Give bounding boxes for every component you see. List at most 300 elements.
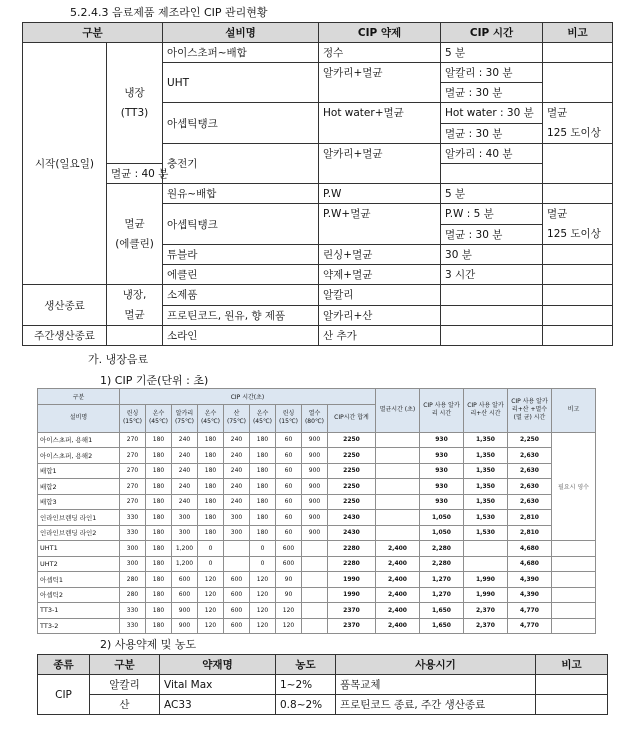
time-value-cell: 180 [146,541,172,557]
time-value-cell: 330 [120,510,146,526]
cip-water-cell: 930 [420,463,464,479]
equip-name-cell: UHT1 [38,541,120,557]
cip-all-cell: 2,810 [508,525,552,541]
time-value-cell: 180 [250,479,276,495]
header-kind: 종류 [38,655,90,675]
cip-water-cell: 1,050 [420,510,464,526]
steril-cell: 2,400 [376,572,420,588]
note-cell [543,265,613,285]
time-value-cell: 180 [146,432,172,448]
note-cell [536,695,608,715]
cip-water-cell: 1,650 [420,603,464,619]
time-value-cell: 900 [302,494,328,510]
sum-cell: 2370 [328,603,376,619]
header-equip-name: 설비명 [38,404,120,432]
cip-standard-body [38,432,596,634]
equip-name-cell: UHT2 [38,556,120,572]
agent-cell: 약제+멸균 [319,265,441,285]
time-value-cell [302,556,328,572]
header-cip-agent: CIP 약제 [319,23,441,43]
cip-acid-cell: 1,350 [464,432,508,448]
steril-cell [376,510,420,526]
time-value-cell: 240 [224,448,250,464]
sub-heading-2: 2) 사용약제 및 농도 [100,638,197,651]
time-value-cell: 900 [302,525,328,541]
note-cell [552,541,596,557]
note-line1: 멸균 [547,107,568,119]
time-value-cell: 60 [276,432,302,448]
time-value-cell: 240 [172,448,198,464]
time-value-cell: 330 [120,525,146,541]
chem-name-cell: Vital Max [160,675,276,695]
table-row [38,541,596,557]
header-gubun: 구분 [38,389,120,405]
cip-acid-cell: 2,370 [464,603,508,619]
steril-cell: 2,400 [376,541,420,557]
agent-cell: Hot water+멸균 [319,103,441,144]
time-value-cell: 120 [250,572,276,588]
note-cell [552,587,596,603]
time-value-cell: 180 [146,572,172,588]
cip-water-cell: 1,270 [420,587,464,603]
table-row [38,603,596,619]
header-note: 비고 [552,389,596,433]
sum-cell: 2250 [328,432,376,448]
note-cell [543,326,613,346]
note-cell [543,245,613,265]
subheader-cell: 산 (75℃) [224,404,250,432]
subheader-cell: 온수 (45℃) [146,404,172,432]
time-value-cell: 120 [276,618,302,634]
table-row [38,695,608,715]
time-value-cell: 600 [224,603,250,619]
time-value-cell: 180 [198,510,224,526]
time-value-cell: 900 [302,510,328,526]
note-cell [543,144,613,184]
time-value-cell: 240 [172,494,198,510]
table-header-row [23,23,613,43]
time-value-cell: 240 [224,479,250,495]
agent-cell: 산 추가 [319,326,441,346]
cip-acid-cell: 1,530 [464,510,508,526]
time-value-cell: 600 [172,587,198,603]
table-row [38,618,596,634]
header-chem-name: 약재명 [160,655,276,675]
time-value-cell: 180 [146,463,172,479]
time-value-cell: 180 [146,510,172,526]
blank-cell [107,326,163,346]
equip-cell: 아이스초퍼~배합 [163,43,319,63]
time-value-cell: 180 [198,494,224,510]
equip-cell: 원유~배합 [163,184,319,204]
time-value-cell: 600 [276,556,302,572]
time-cell [441,305,543,326]
time-value-cell: 180 [146,525,172,541]
header-gubun: 구분 [23,23,163,43]
equip-name-cell: 아셉틱2 [38,587,120,603]
group-steril [107,184,163,285]
time-value-cell: 270 [120,448,146,464]
time-value-cell: 90 [276,587,302,603]
time-value-cell: 300 [172,510,198,526]
steril-cell [376,525,420,541]
time-cell: 5 분 [441,184,543,204]
cip-all-cell: 4,390 [508,572,552,588]
steril-cell [376,494,420,510]
time-value-cell [302,603,328,619]
group-refrig [107,43,163,164]
time-value-cell: 900 [172,618,198,634]
time-value-cell: 60 [276,463,302,479]
agent-cell: P.W+멸균 [319,204,441,245]
time-value-cell: 180 [146,603,172,619]
cip-standard-table [37,388,596,634]
header-when: 사용시기 [336,655,536,675]
time-value-cell: 600 [224,618,250,634]
time-cell: 알칼리 : 30 분 [441,63,543,83]
cip-all-cell: 2,810 [508,510,552,526]
header-cip-acid: CIP 사용 알카리+산 시간 [464,389,508,433]
cip-acid-cell: 1,530 [464,525,508,541]
table-row [38,479,596,495]
kind-cell: CIP [38,675,90,715]
sum-cell: 1990 [328,572,376,588]
note-line2: 125 도이상 [547,228,601,240]
time-value-cell: 600 [276,541,302,557]
time-value-cell [302,587,328,603]
cip-management-table [22,22,613,346]
header-conc: 농도 [276,655,336,675]
table-row [38,525,596,541]
time-value-cell: 180 [250,525,276,541]
time-value-cell: 270 [120,463,146,479]
table-row [38,463,596,479]
sum-cell: 2250 [328,448,376,464]
note-line1: 멸균 [547,208,568,220]
time-value-cell: 120 [198,572,224,588]
time-value-cell: 1,200 [172,556,198,572]
cip-all-cell: 4,680 [508,556,552,572]
time-cell: Hot water : 30 분 [441,103,543,124]
time-value-cell: 180 [250,510,276,526]
time-value-cell: 180 [250,432,276,448]
header-cip-all: CIP 사용 알카리+산 +멸수(멸 균) 시간 [508,389,552,433]
time-value-cell: 180 [250,448,276,464]
header-cip-water: CIP 사용 알카리 시간 [420,389,464,433]
cip-water-cell: 2,280 [420,556,464,572]
time-value-cell: 0 [198,541,224,557]
time-value-cell: 270 [120,432,146,448]
time-value-cell: 300 [224,510,250,526]
time-cell [441,326,543,346]
subheader-cell: 린싱 (15℃) [276,404,302,432]
time-value-cell: 900 [302,448,328,464]
time-value-cell: 330 [120,618,146,634]
time-value-cell: 180 [250,494,276,510]
equip-cell: 소제품 [163,285,319,306]
equip-cell: 프로틴코드, 원유, 향 제품 [163,305,319,326]
time-value-cell: 280 [120,572,146,588]
table-row [38,494,596,510]
chemical-table [37,654,608,715]
table-row [38,587,596,603]
agent-cell: 알칼리 [319,285,441,306]
table-row [23,285,613,306]
steril-cell [376,479,420,495]
equip-name-cell: 인라인브렌딩 라인2 [38,525,120,541]
cip-acid-cell: 2,370 [464,618,508,634]
cip-acid-cell [464,541,508,557]
time-value-cell: 240 [224,494,250,510]
table-row [23,184,613,204]
note-cell [543,103,613,144]
time-value-cell: 180 [198,448,224,464]
agent-cell: 알카리+산 [319,305,441,326]
time-value-cell: 0 [250,556,276,572]
when-cell: 프로틴코드 종료, 주간 생산종료 [336,695,536,715]
time-cell: 5 분 [441,43,543,63]
conc-cell: 1~2% [276,675,336,695]
time-cell: 멸균 : 30 분 [441,83,543,103]
equip-name-cell: 배합2 [38,479,120,495]
group-end-sub-line2: 멸균 [124,309,145,321]
equip-cell: 튜블라 [163,245,319,265]
cip-water-cell: 930 [420,479,464,495]
time-value-cell: 120 [276,603,302,619]
group-week-end: 주간생산종료 [23,326,107,346]
cip-acid-cell: 1,990 [464,572,508,588]
equip-name-cell: TT3-1 [38,603,120,619]
time-cell: 30 분 [441,245,543,265]
when-cell: 품목교체 [336,675,536,695]
group-refrig-line2: (TT3) [120,107,149,119]
time-value-cell: 300 [224,525,250,541]
time-value-cell: 60 [276,494,302,510]
time-value-cell [224,556,250,572]
cip-all-cell: 2,630 [508,463,552,479]
subheader-cell: 린싱 (15℃) [120,404,146,432]
cip-acid-cell [464,556,508,572]
time-value-cell: 240 [172,432,198,448]
cip-acid-cell: 1,350 [464,463,508,479]
note-cell [552,618,596,634]
header-equipment: 설비명 [163,23,319,43]
time-value-cell: 280 [120,587,146,603]
time-value-cell: 180 [198,479,224,495]
sum-cell: 2250 [328,494,376,510]
time-value-cell: 120 [198,587,224,603]
header-steril-time: 멸균시간 (초) [376,389,420,433]
steril-cell: 2,400 [376,618,420,634]
header-note: 비고 [536,655,608,675]
equip-name-cell: 배합1 [38,463,120,479]
subheader-cell: 온수 (45℃) [250,404,276,432]
time-value-cell: 240 [224,463,250,479]
time-value-cell: 120 [250,603,276,619]
note-cell [552,556,596,572]
steril-cell: 2,400 [376,587,420,603]
group-end-sub-line1: 냉장, [122,289,147,301]
subheader-cell: 열수 (80℃) [302,404,328,432]
table-row [38,432,596,448]
sum-cell: 2430 [328,510,376,526]
time-value-cell: 0 [198,556,224,572]
agent-cell: 알카리+멸균 [319,144,441,184]
time-value-cell: 120 [250,618,276,634]
time-value-cell [302,572,328,588]
time-value-cell: 180 [146,494,172,510]
time-value-cell: 180 [198,525,224,541]
group-prod-end: 생산종료 [23,285,107,326]
table-row [23,43,613,63]
time-cell: 알카리 : 40 분 [441,144,543,164]
table-row [38,675,608,695]
note-cell [543,184,613,204]
table-row [38,510,596,526]
note-cell [543,43,613,63]
cip-water-cell: 1,050 [420,525,464,541]
sum-cell: 2370 [328,618,376,634]
note-cell [536,675,608,695]
sum-cell: 2250 [328,463,376,479]
cip-all-cell: 2,250 [508,432,552,448]
table-row [38,556,596,572]
note-cell [543,63,613,103]
note-cell [543,285,613,306]
note-cell [552,603,596,619]
time-value-cell: 300 [120,541,146,557]
section-title: 5.2.4.3 음료제품 제조라인 CIP 관리현황 [70,6,268,19]
table-row [23,326,613,346]
note-cell [552,572,596,588]
type-cell: 알칼리 [90,675,160,695]
header-note: 비고 [543,23,613,43]
cip-all-cell: 4,770 [508,618,552,634]
steril-cell [376,463,420,479]
cip-all-cell: 4,390 [508,587,552,603]
chem-name-cell: AC33 [160,695,276,715]
type-cell: 산 [90,695,160,715]
time-value-cell: 180 [198,432,224,448]
time-value-cell: 180 [146,556,172,572]
time-value-cell: 270 [120,479,146,495]
sum-cell: 2280 [328,556,376,572]
note-line2: 125 도이상 [547,127,601,139]
equip-name-cell: 배합3 [38,494,120,510]
time-value-cell: 330 [120,603,146,619]
equip-name-cell: 아이스초퍼, 용해1 [38,432,120,448]
time-value-cell: 60 [276,525,302,541]
equip-cell: 충전기 [163,144,319,184]
time-value-cell: 900 [302,432,328,448]
steril-cell [376,448,420,464]
note-cell [543,204,613,245]
time-value-cell: 180 [146,587,172,603]
equip-cell: 소라인 [163,326,319,346]
time-value-cell: 240 [172,463,198,479]
table-row [38,572,596,588]
table-header-row [38,655,608,675]
table-row [38,448,596,464]
time-value-cell: 900 [302,463,328,479]
time-cell: 3 시간 [441,265,543,285]
subheader-cell: 알카리 (75℃) [172,404,198,432]
equip-cell: 아셉틱탱크 [163,204,319,245]
equip-name-cell: 아이스초퍼, 용해2 [38,448,120,464]
time-cell: 멸균 : 30 분 [441,123,543,144]
time-value-cell: 900 [302,479,328,495]
agent-cell: 알카리+멸균 [319,63,441,103]
time-value-cell: 180 [198,463,224,479]
time-value-cell [224,541,250,557]
cip-water-cell: 2,280 [420,541,464,557]
cip-all-cell: 2,630 [508,494,552,510]
agent-cell: P.W [319,184,441,204]
time-value-cell: 600 [172,572,198,588]
cip-acid-cell: 1,350 [464,448,508,464]
group-steril-line2: (에클린) [115,238,154,250]
group-refrig-line1: 냉장 [124,87,145,99]
cip-water-cell: 930 [420,494,464,510]
conc-cell: 0.8~2% [276,695,336,715]
time-value-cell: 60 [276,448,302,464]
steril-cell: 2,400 [376,556,420,572]
sub-heading-1: 1) CIP 기준(단위 : 초) [100,374,209,387]
cip-water-cell: 930 [420,432,464,448]
time-value-cell: 1,200 [172,541,198,557]
equip-name-cell: 아셉틱1 [38,572,120,588]
cip-all-cell: 4,770 [508,603,552,619]
subheader-cell: CIP시간 합계 [328,404,376,432]
cip-acid-cell: 1,350 [464,479,508,495]
note-cell: 필요시 영수 [552,432,596,541]
cip-all-cell: 2,630 [508,479,552,495]
time-value-cell: 60 [276,479,302,495]
time-value-cell: 120 [198,618,224,634]
sum-cell: 2430 [328,525,376,541]
header-type: 구분 [90,655,160,675]
equip-cell: 아셉틱탱크 [163,103,319,144]
time-value-cell: 180 [146,618,172,634]
time-value-cell [302,541,328,557]
group-end-sub [107,285,163,326]
cip-all-cell: 2,630 [508,448,552,464]
sum-cell: 2280 [328,541,376,557]
time-value-cell: 180 [146,479,172,495]
equip-cell: 에클린 [163,265,319,285]
time-value-cell: 180 [250,463,276,479]
time-value-cell: 90 [276,572,302,588]
time-value-cell: 60 [276,510,302,526]
table-header-row [38,389,596,405]
equip-cell: UHT [163,63,319,103]
cip-water-cell: 1,650 [420,618,464,634]
time-value-cell: 270 [120,494,146,510]
subheader-cell: 온수 (45℃) [198,404,224,432]
time-cell: P.W : 5 분 [441,204,543,225]
time-value-cell: 180 [146,448,172,464]
cip-all-cell: 4,680 [508,541,552,557]
cip-acid-cell: 1,350 [464,494,508,510]
time-value-cell: 300 [120,556,146,572]
time-value-cell: 600 [224,587,250,603]
equip-name-cell: 인라인브렌딩 라인1 [38,510,120,526]
cip-acid-cell: 1,990 [464,587,508,603]
time-value-cell: 300 [172,525,198,541]
time-value-cell: 0 [250,541,276,557]
sum-cell: 2250 [328,479,376,495]
group-start: 시작(일요일) [23,43,107,285]
